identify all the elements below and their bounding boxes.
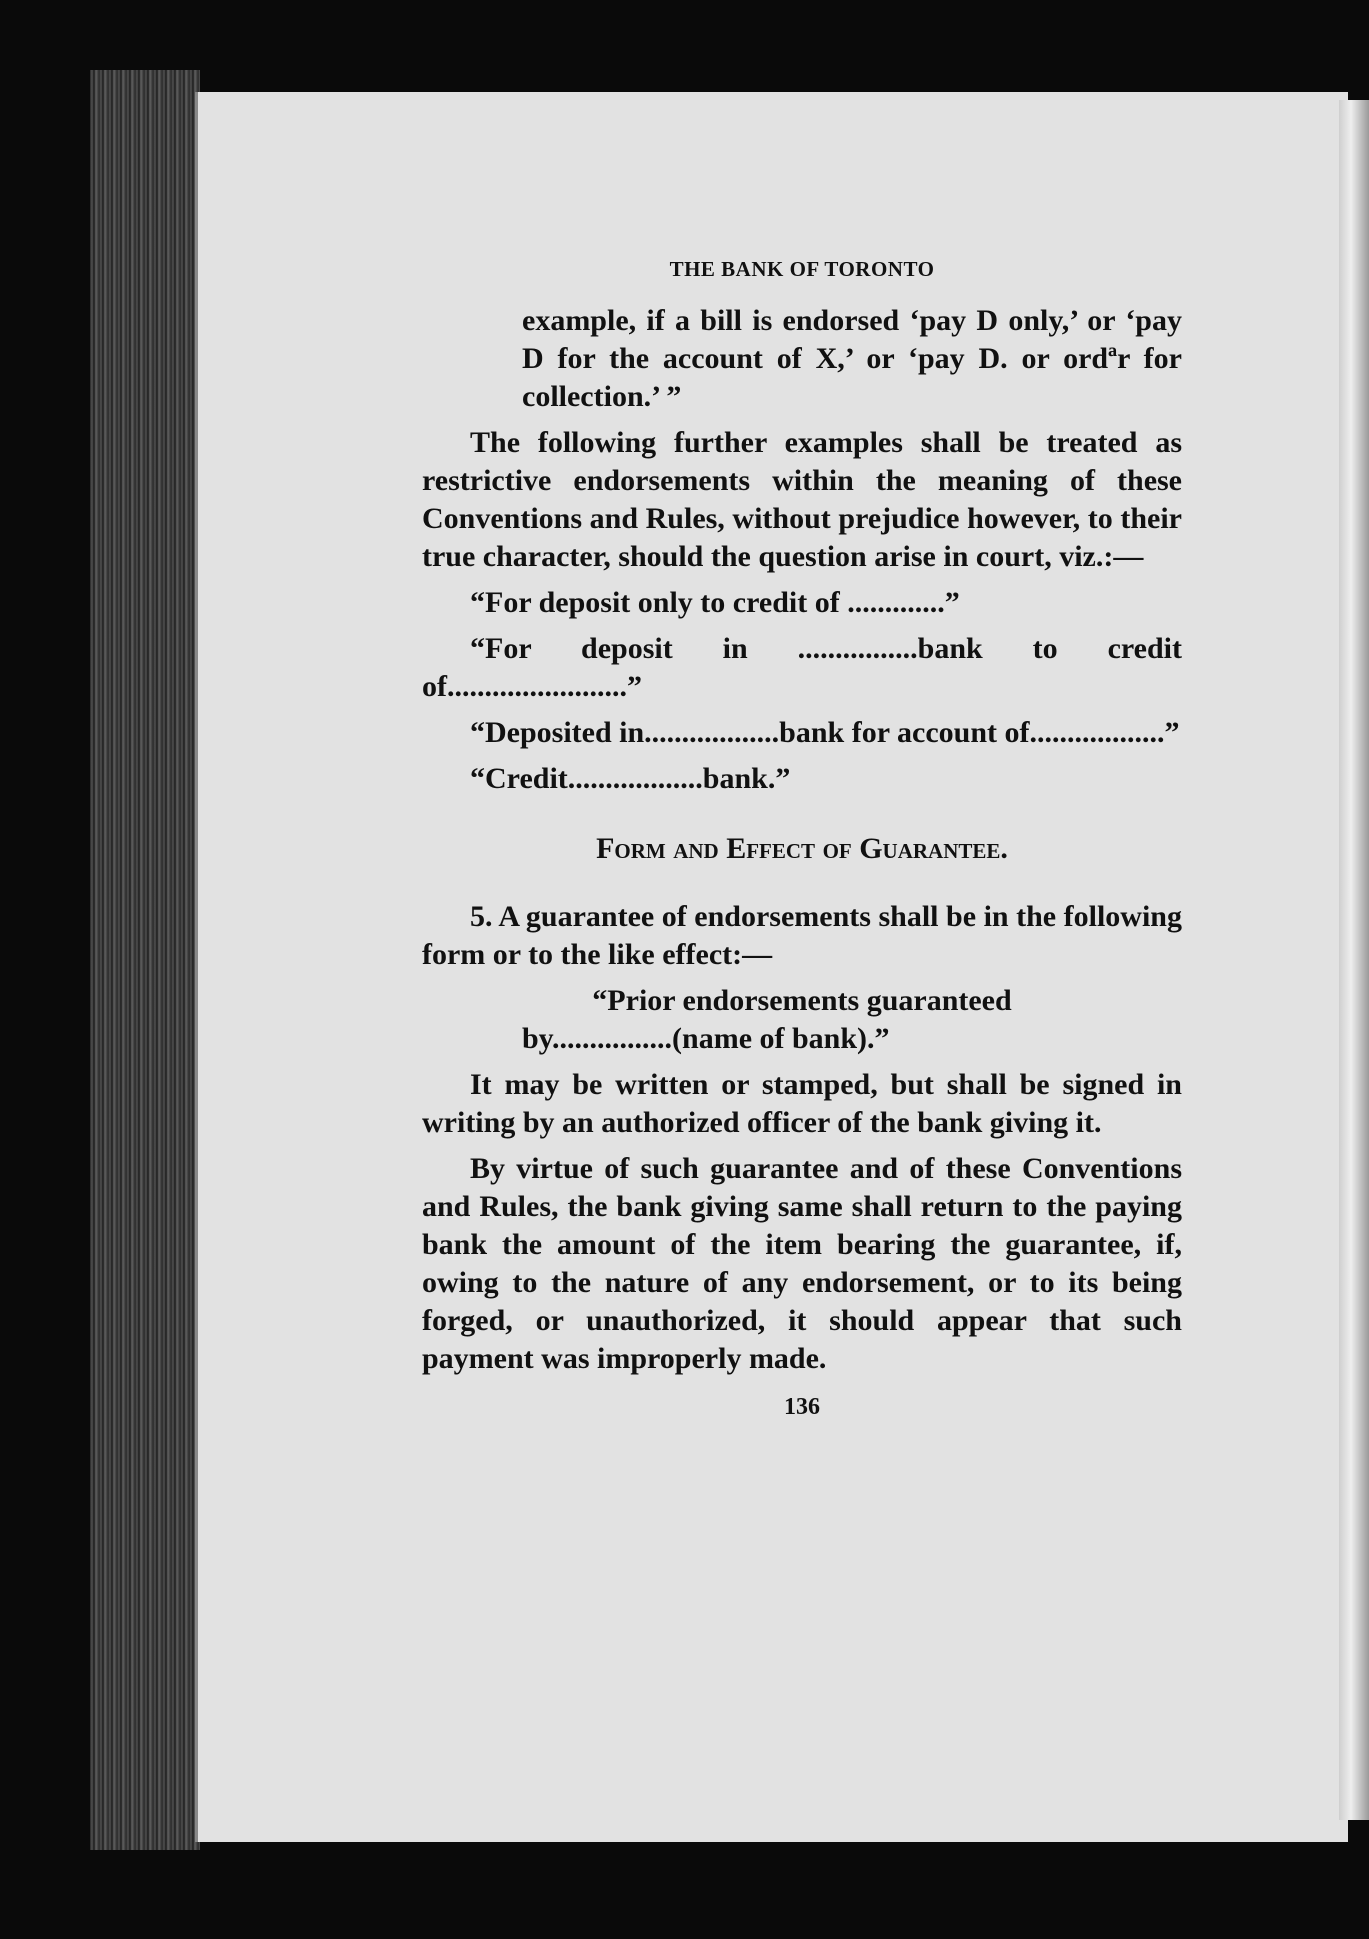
example-4: “Credit..................bank.”: [470, 762, 791, 795]
paragraph-guarantee: 5. A guarantee of endorsements shall be in the following form or to the like effect:—: [422, 900, 1182, 971]
example-3: “Deposited in..................bank for account of..................”: [470, 716, 1180, 749]
page-number: 136: [784, 1394, 820, 1420]
paragraph-continued: example, if a bill is endorsed ‘pay D only,’ or ‘pay D for the account of X,’ or ‘pay D. or ordªr for collection.’ ”: [522, 304, 1182, 413]
running-header: THE BANK OF TORONTO: [669, 257, 935, 281]
page-text: [422, 250, 1182, 1426]
paragraph-virtue: By virtue of such guarantee and of these Conventions and Rules, the bank giving same shall return to the paying bank the amount of the item bearing the guarantee, if, owing to the nature of any endorsement, or to its being forged, or unauthorized, it should appear that such payment was improperly made.: [422, 1152, 1182, 1375]
example-2: “For deposit in ................bank to credit of........................”: [422, 632, 1182, 703]
example-1: “For deposit only to credit of .............”: [470, 586, 960, 619]
guarantee-quote-line-1: “Prior endorsements guaranteed: [592, 984, 1012, 1017]
paragraph-examples: The following further examples shall be treated as restrictive endorsements within the meaning of these Conventions and Rules, without prejudice however, to their true character, should the question arise in court, viz.:—: [422, 426, 1182, 573]
paragraph-written: It may be written or stamped, but shall be signed in writing by an authorized officer of the bank giving it.: [422, 1068, 1182, 1139]
guarantee-quote-line-2: by................(name of bank).”: [522, 1022, 890, 1055]
section-title: Form and Effect of Guarantee.: [596, 832, 1008, 865]
page-right-edge: [1339, 100, 1369, 1820]
book-spine-edge: [90, 70, 200, 1850]
